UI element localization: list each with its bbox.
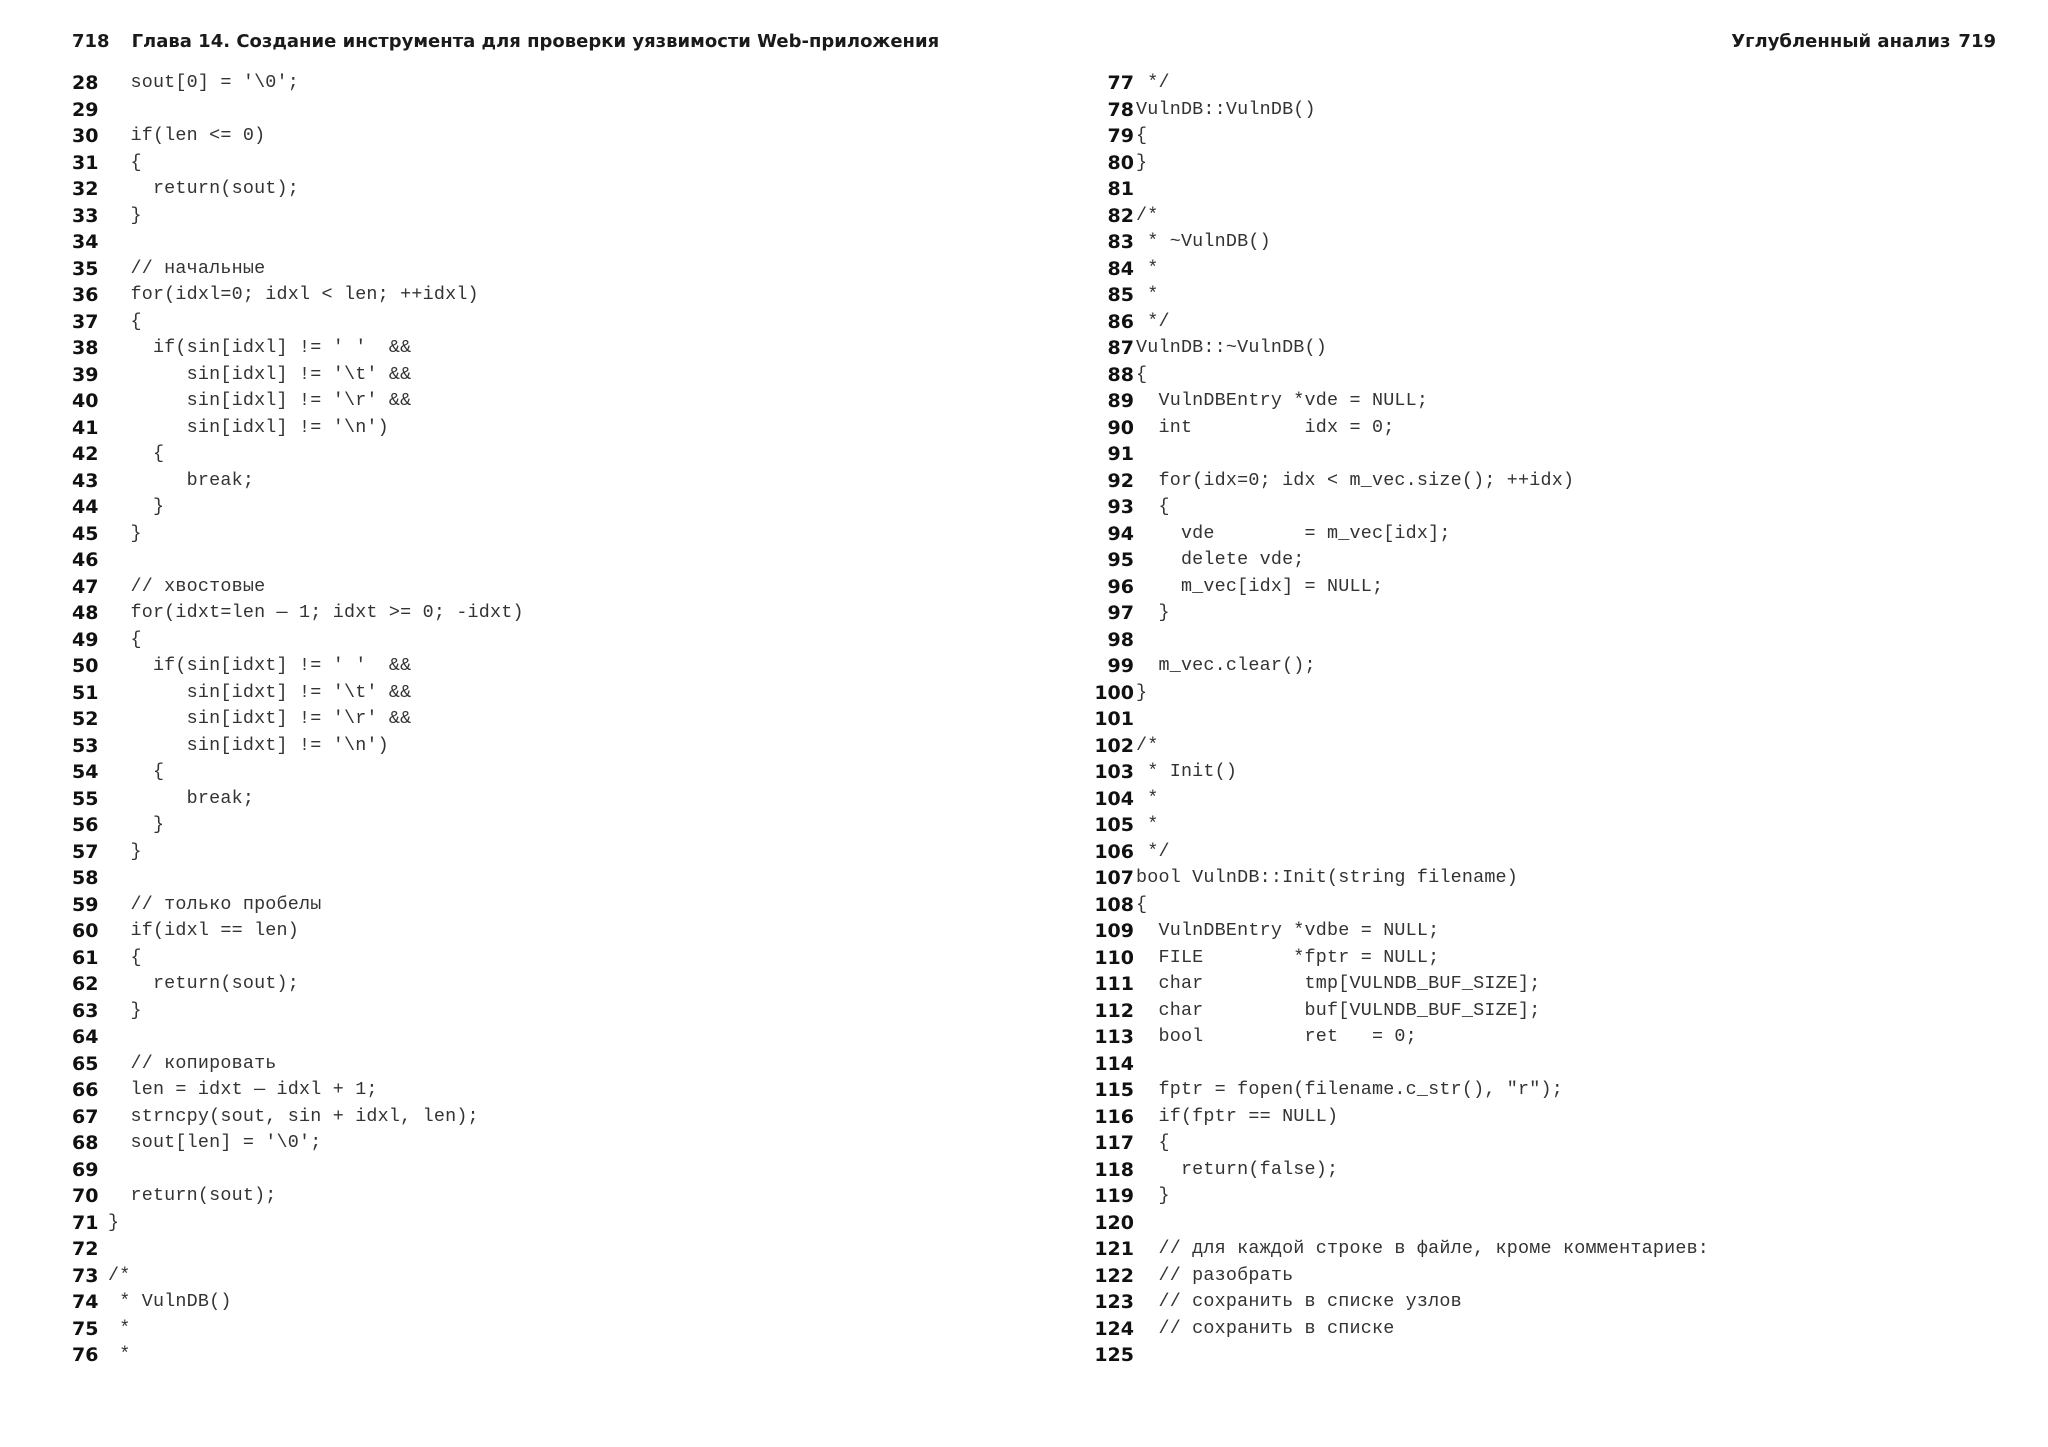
line-number: 114 [1094, 1052, 1134, 1075]
code-line [1086, 1236, 2006, 1263]
line-number: 122 [1094, 1264, 1134, 1287]
code-line [72, 547, 1052, 574]
code-line [72, 759, 1052, 786]
line-number: 70 [72, 1185, 99, 1207]
code-line [72, 335, 1052, 362]
code-line [72, 918, 1052, 945]
line-number: 48 [72, 602, 99, 624]
line-number: 111 [1094, 973, 1134, 995]
code-line [72, 70, 1052, 97]
line-number: 29 [72, 98, 99, 121]
line-number: 112 [1094, 999, 1134, 1022]
line-number: 120 [1094, 1211, 1134, 1234]
code-text: } [108, 814, 165, 835]
line-number: 124 [1094, 1317, 1134, 1340]
line-number: 37 [72, 310, 99, 333]
code-line [72, 309, 1052, 336]
code-line [72, 1104, 1052, 1131]
code-text: return(sout); [108, 973, 300, 994]
code-text: { [1136, 363, 1148, 385]
code-line [1086, 1263, 2006, 1290]
code-text: } [1136, 681, 1148, 703]
code-text: sin[idxt] != '\r' && [108, 708, 412, 729]
line-number: 57 [72, 840, 99, 863]
line-number: 77 [1107, 72, 1134, 94]
code-line [72, 892, 1052, 919]
code-text: { [108, 151, 142, 173]
code-text: vde = m_vec[idx]; [1136, 522, 1451, 544]
code-text: } [108, 1211, 120, 1233]
line-number: 35 [72, 257, 99, 280]
code-line [1086, 229, 2006, 256]
code-text: sin[idxl] != '\n') [108, 416, 389, 438]
line-number: 90 [1107, 416, 1134, 439]
line-number: 49 [72, 628, 99, 651]
line-number: 52 [72, 708, 99, 730]
code-text: for(idxl=0; idxl < len; ++idxl) [108, 284, 479, 305]
code-line [72, 1077, 1052, 1104]
code-text: m_vec[idx] = NULL; [1136, 575, 1384, 597]
code-text: if(fptr == NULL) [1136, 1105, 1339, 1127]
code-line [72, 123, 1052, 150]
code-line [72, 521, 1052, 548]
line-number: 40 [72, 390, 99, 412]
line-number: 85 [1107, 284, 1134, 306]
code-line [1086, 415, 2006, 442]
code-line [72, 229, 1052, 256]
line-number: 84 [1107, 257, 1134, 280]
line-number: 118 [1094, 1158, 1134, 1181]
code-line [72, 812, 1052, 839]
line-number: 58 [72, 867, 99, 889]
code-text: } [1136, 1185, 1170, 1206]
line-number: 94 [1107, 522, 1134, 545]
code-text: * [1136, 787, 1159, 809]
code-text: if(sin[idxt] != ' ' && [108, 655, 412, 676]
code-text: /* [1136, 204, 1159, 226]
line-number: 56 [72, 814, 99, 836]
code-line [1086, 335, 2006, 362]
code-text: { [1136, 496, 1170, 517]
line-number: 101 [1094, 708, 1134, 730]
code-line [72, 1236, 1052, 1263]
left-page-number: 718 [72, 31, 110, 52]
line-number: 116 [1094, 1105, 1134, 1128]
line-number: 65 [72, 1052, 99, 1075]
code-line [72, 1157, 1052, 1184]
line-number: 64 [72, 1026, 99, 1048]
line-number: 62 [72, 973, 99, 995]
code-text: break; [108, 469, 255, 491]
code-line [1086, 494, 2006, 521]
chapter-title: Глава 14. Создание инструмента для проверки уязвимости Web-приложения [131, 31, 940, 52]
code-line [1086, 839, 2006, 866]
code-line [72, 1210, 1052, 1237]
line-number: 44 [72, 496, 99, 518]
code-text: sin[idxt] != '\t' && [108, 681, 412, 703]
code-text: } [108, 840, 142, 862]
code-line [1086, 998, 2006, 1025]
line-number: 97 [1107, 602, 1134, 624]
code-text: fptr = fopen(filename.c_str(), "r"); [1136, 1079, 1563, 1100]
code-text: sin[idxt] != '\n') [108, 734, 389, 756]
line-number: 76 [72, 1344, 99, 1366]
code-line [72, 97, 1052, 124]
line-number: 117 [1094, 1132, 1134, 1154]
line-number: 39 [72, 363, 99, 386]
code-line [1086, 97, 2006, 124]
line-number: 43 [72, 469, 99, 492]
line-number: 31 [72, 151, 99, 174]
code-line [72, 971, 1052, 998]
code-line [1086, 150, 2006, 177]
line-number: 63 [72, 999, 99, 1022]
left-code-listing [72, 70, 1052, 1369]
code-line [72, 415, 1052, 442]
code-text: * [1136, 284, 1159, 305]
code-text: VulnDBEntry *vdbe = NULL; [1136, 920, 1440, 941]
code-text: * ~VulnDB() [1136, 231, 1271, 252]
line-number: 42 [72, 443, 99, 465]
code-line [72, 1183, 1052, 1210]
line-number: 106 [1094, 840, 1134, 863]
line-number: 33 [72, 204, 99, 227]
code-line [72, 733, 1052, 760]
line-number: 96 [1107, 575, 1134, 598]
line-number: 123 [1094, 1291, 1134, 1313]
line-number: 100 [1094, 681, 1134, 704]
code-line [1086, 1210, 2006, 1237]
code-line [72, 653, 1052, 680]
code-text: { [1136, 125, 1148, 146]
code-text: { [108, 761, 165, 782]
code-line [72, 494, 1052, 521]
code-line [72, 256, 1052, 283]
line-number: 51 [72, 681, 99, 704]
code-line [1086, 468, 2006, 495]
code-line [72, 1024, 1052, 1051]
code-line [72, 706, 1052, 733]
code-line [72, 441, 1052, 468]
line-number: 46 [72, 549, 99, 571]
code-line [1086, 1130, 2006, 1157]
code-text: } [1136, 602, 1170, 623]
code-line [72, 176, 1052, 203]
code-text: bool VulnDB::Init(string filename) [1136, 867, 1519, 888]
code-text: len = idxt — idxl + 1; [108, 1079, 378, 1100]
code-line [1086, 971, 2006, 998]
code-line [72, 282, 1052, 309]
line-number: 109 [1094, 920, 1134, 942]
line-number: 61 [72, 946, 99, 969]
section-title: Углубленный анализ [1731, 31, 1951, 52]
code-text: } [108, 522, 142, 544]
code-line [1086, 547, 2006, 574]
code-line [72, 786, 1052, 813]
line-number: 50 [72, 655, 99, 677]
code-line [72, 574, 1052, 601]
code-line [72, 680, 1052, 707]
right-code-listing [1086, 70, 2006, 1369]
line-number: 95 [1107, 549, 1134, 571]
code-text: */ [1136, 310, 1170, 332]
code-line [72, 203, 1052, 230]
line-number: 107 [1094, 867, 1134, 889]
code-text: m_vec.clear(); [1136, 655, 1316, 676]
code-text: * VulnDB() [108, 1291, 232, 1312]
code-line [72, 1316, 1052, 1343]
code-line [72, 1263, 1052, 1290]
code-text: * [1136, 257, 1159, 279]
line-number: 103 [1094, 761, 1134, 783]
code-text: */ [1136, 72, 1170, 93]
code-line [1086, 1316, 2006, 1343]
code-text: * [108, 1317, 131, 1339]
code-text: // начальные [108, 257, 266, 279]
code-line [1086, 918, 2006, 945]
line-number: 86 [1107, 310, 1134, 333]
code-text: /* [108, 1264, 131, 1286]
line-number: 74 [72, 1291, 99, 1313]
code-text: delete vde; [1136, 549, 1305, 570]
line-number: 67 [72, 1105, 99, 1128]
code-text: } [108, 496, 165, 517]
code-text: if(idxl == len) [108, 920, 300, 941]
line-number: 69 [72, 1158, 99, 1181]
code-text: // хвостовые [108, 575, 266, 597]
code-text: // сохранить в списке [1136, 1317, 1395, 1339]
code-line [1086, 362, 2006, 389]
line-number: 92 [1107, 469, 1134, 492]
line-number: 83 [1107, 231, 1134, 253]
code-text: // только пробелы [108, 893, 322, 915]
code-line [72, 388, 1052, 415]
line-number: 102 [1094, 734, 1134, 757]
code-text: char buf[VULNDB_BUF_SIZE]; [1136, 999, 1541, 1021]
code-line [72, 945, 1052, 972]
code-line [1086, 1104, 2006, 1131]
code-text: { [108, 628, 142, 650]
line-number: 98 [1107, 628, 1134, 651]
code-text: /* [1136, 734, 1159, 756]
code-line [1086, 123, 2006, 150]
code-text: return(sout); [108, 178, 300, 199]
code-text: // разобрать [1136, 1264, 1294, 1286]
code-line [1086, 759, 2006, 786]
line-number: 38 [72, 337, 99, 359]
code-text: { [108, 443, 165, 464]
code-line [72, 362, 1052, 389]
code-text: return(false); [1136, 1158, 1339, 1180]
code-text: strncpy(sout, sin + idxl, len); [108, 1105, 479, 1127]
code-line [72, 1342, 1052, 1369]
code-text: for(idxt=len — 1; idxt >= 0; -idxt) [108, 602, 524, 623]
line-number: 89 [1107, 390, 1134, 412]
code-line [1086, 1289, 2006, 1316]
line-number: 54 [72, 761, 99, 783]
code-text: int idx = 0; [1136, 416, 1395, 438]
code-line [1086, 1183, 2006, 1210]
code-line [1086, 1342, 2006, 1369]
code-line [72, 150, 1052, 177]
code-text: VulnDBEntry *vde = NULL; [1136, 390, 1429, 411]
code-line [1086, 1077, 2006, 1104]
code-text: sout[len] = '\0'; [108, 1132, 322, 1153]
code-line [1086, 786, 2006, 813]
line-number: 119 [1094, 1185, 1134, 1207]
code-line [72, 627, 1052, 654]
code-line [72, 600, 1052, 627]
right-page-number: 719 [1958, 31, 1996, 52]
line-number: 104 [1094, 787, 1134, 810]
code-line [1086, 627, 2006, 654]
code-text: FILE *fptr = NULL; [1136, 946, 1440, 968]
code-text: return(sout); [108, 1185, 277, 1206]
line-number: 72 [72, 1238, 99, 1260]
code-text: * [1136, 814, 1159, 835]
code-text: VulnDB::VulnDB() [1136, 98, 1316, 120]
line-number: 60 [72, 920, 99, 942]
line-number: 88 [1107, 363, 1134, 386]
code-line [1086, 945, 2006, 972]
code-text: { [1136, 1132, 1170, 1153]
line-number: 34 [72, 231, 99, 253]
code-line [1086, 653, 2006, 680]
code-line [72, 839, 1052, 866]
left-running-head [72, 29, 939, 55]
line-number: 87 [1107, 337, 1134, 359]
line-number: 28 [72, 72, 99, 94]
code-line [1086, 1024, 2006, 1051]
code-text: * [108, 1344, 131, 1365]
code-line [1086, 521, 2006, 548]
code-text: VulnDB::~VulnDB() [1136, 337, 1328, 358]
code-line [1086, 256, 2006, 283]
code-text: // копировать [108, 1052, 277, 1074]
code-text: sin[idxl] != '\r' && [108, 390, 412, 411]
code-line [72, 865, 1052, 892]
code-line [1086, 865, 2006, 892]
code-line [72, 998, 1052, 1025]
code-text: { [108, 946, 142, 968]
line-number: 41 [72, 416, 99, 439]
code-line [1086, 892, 2006, 919]
line-number: 78 [1107, 98, 1134, 121]
line-number: 105 [1094, 814, 1134, 836]
line-number: 68 [72, 1132, 99, 1154]
line-number: 91 [1107, 443, 1134, 465]
code-line [1086, 388, 2006, 415]
line-number: 99 [1107, 655, 1134, 677]
code-line [1086, 309, 2006, 336]
right-running-head [1731, 29, 1996, 55]
code-line [1086, 733, 2006, 760]
line-number: 125 [1094, 1344, 1134, 1366]
line-number: 80 [1107, 151, 1134, 174]
code-line [72, 1289, 1052, 1316]
line-number: 47 [72, 575, 99, 598]
line-number: 71 [72, 1211, 99, 1234]
code-text: // сохранить в списке узлов [1136, 1291, 1462, 1312]
line-number: 73 [72, 1264, 99, 1287]
code-line [1086, 441, 2006, 468]
code-text: break; [108, 787, 255, 809]
line-number: 113 [1094, 1026, 1134, 1048]
code-text: } [108, 204, 142, 226]
line-number: 82 [1107, 204, 1134, 227]
code-text: // для каждой строке в файле, кроме комментариев: [1136, 1238, 1710, 1259]
code-text: if(len <= 0) [108, 125, 266, 146]
line-number: 108 [1094, 893, 1134, 916]
line-number: 93 [1107, 496, 1134, 518]
code-line [1086, 176, 2006, 203]
line-number: 81 [1107, 178, 1134, 200]
code-text: } [1136, 151, 1148, 173]
line-number: 79 [1107, 125, 1134, 147]
line-number: 53 [72, 734, 99, 757]
code-line [1086, 203, 2006, 230]
code-line [1086, 600, 2006, 627]
line-number: 66 [72, 1079, 99, 1101]
code-line [1086, 680, 2006, 707]
code-text: char tmp[VULNDB_BUF_SIZE]; [1136, 973, 1541, 994]
code-line [72, 1130, 1052, 1157]
page-header [72, 29, 1996, 55]
code-line [1086, 282, 2006, 309]
code-text: for(idx=0; idx < m_vec.size(); ++idx) [1136, 469, 1575, 491]
code-text: { [108, 310, 142, 332]
line-number: 75 [72, 1317, 99, 1340]
line-number: 115 [1094, 1079, 1134, 1101]
code-text: * Init() [1136, 761, 1238, 782]
line-number: 110 [1094, 946, 1134, 969]
code-text: } [108, 999, 142, 1021]
line-number: 36 [72, 284, 99, 306]
code-line [1086, 1157, 2006, 1184]
code-line [1086, 574, 2006, 601]
code-text: sin[idxl] != '\t' && [108, 363, 412, 385]
line-number: 59 [72, 893, 99, 916]
line-number: 32 [72, 178, 99, 200]
code-line [72, 1051, 1052, 1078]
code-line [1086, 706, 2006, 733]
code-text: bool ret = 0; [1136, 1026, 1417, 1047]
code-line [1086, 70, 2006, 97]
code-text: */ [1136, 840, 1170, 862]
line-number: 45 [72, 522, 99, 545]
line-number: 30 [72, 125, 99, 147]
code-line [1086, 812, 2006, 839]
code-line [72, 468, 1052, 495]
code-text: { [1136, 893, 1148, 915]
line-number: 55 [72, 787, 99, 810]
code-line [1086, 1051, 2006, 1078]
code-text: sout[0] = '\0'; [108, 72, 300, 93]
code-text: if(sin[idxl] != ' ' && [108, 337, 412, 358]
line-number: 121 [1094, 1238, 1134, 1260]
